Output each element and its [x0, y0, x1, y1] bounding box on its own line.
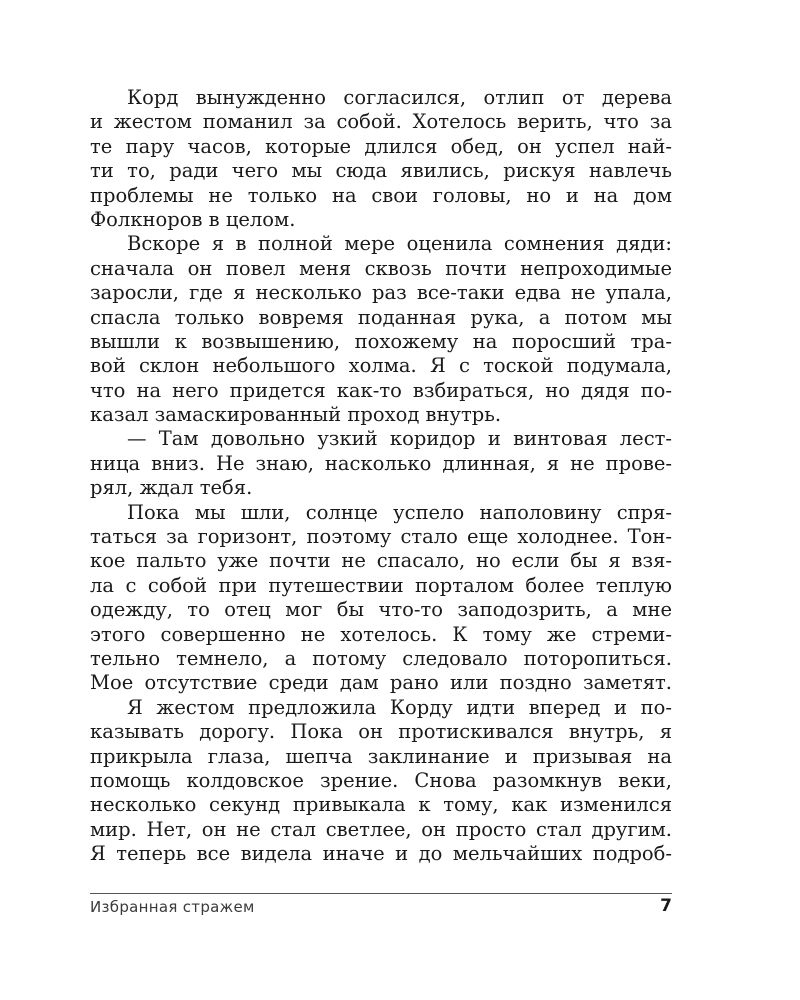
text-line: Я теперь все видела иначе и до мельчайших подроб- [90, 842, 672, 866]
text-line: проблемы не только на свои головы, но и на дом [90, 183, 672, 207]
text-line: прикрыла глаза, шепча заклинание и призывая на [90, 744, 672, 768]
text-line: таться за горизонт, поэтому стало еще холоднее. Тон- [90, 525, 672, 549]
text-line: несколько секунд привыкала к тому, как изменился [90, 793, 672, 817]
text-line: и жестом поманил за собой. Хотелось верить, что за [90, 110, 672, 134]
footer-divider [90, 893, 672, 894]
text-line: ница вниз. Не знаю, насколько длинная, я не прове- [90, 451, 672, 475]
text-line: Мое отсутствие среди дам рано или поздно заметят. [90, 671, 672, 695]
text-line: тельно темнело, а потому следовало поторопиться. [90, 646, 672, 670]
text-line: Пока мы шли, солнце успело наполовину спря- [127, 500, 672, 524]
page-number: 7 [660, 896, 672, 916]
text-line: рял, ждал тебя. [90, 476, 253, 500]
text-line: Корд вынужденно согласился, отлип от дерева [127, 86, 672, 109]
text-line: кое пальто уже почти не спасало, но если бы я взя- [90, 549, 672, 573]
running-footer-title: Избранная стражем [90, 898, 255, 916]
body-text [90, 86, 672, 867]
text-line: — Там довольно узкий коридор и винтовая лест- [127, 427, 672, 451]
text-line: ти то, ради чего мы сюда явились, рискуя навлечь [90, 159, 672, 183]
text-line: что на него придется как-то взбираться, но дядя по- [90, 378, 672, 402]
text-line: Фолкноров в целом. [90, 207, 296, 231]
text-line: вышли к возвышению, похожему на поросший тра- [90, 329, 672, 353]
text-line: сначала он повел меня сквозь почти непроходимые [90, 256, 672, 280]
text-line: заросли, где я несколько раз все-таки едва не упала, [90, 281, 672, 305]
text-line: Я жестом предложила Корду идти вперед и по- [127, 695, 672, 719]
text-line: одежду, то отец мог бы что-то заподозрить, а мне [90, 598, 672, 622]
text-line: помощь колдовское зрение. Снова разомкнув веки, [90, 768, 672, 792]
text-line: те пару часов, которые длился обед, он успел най- [90, 134, 672, 158]
text-line: спасла только вовремя поданная рука, а потом мы [90, 305, 672, 329]
text-line: этого совершенно не хотелось. К тому же стреми- [90, 622, 672, 646]
text-line: ла с собой при путешествии порталом более теплую [90, 573, 672, 597]
text-line: мир. Нет, он не стал светлее, он просто стал другим. [90, 817, 672, 841]
text-line: казывать дорогу. Пока он протискивался внутрь, я [90, 720, 672, 744]
text-line: казал замаскированный проход внутрь. [90, 403, 502, 427]
text-line: Вскоре я в полной мере оценила сомнения дяди: [127, 232, 672, 256]
text-line: вой склон небольшого холма. Я с тоской подумала, [90, 354, 672, 378]
